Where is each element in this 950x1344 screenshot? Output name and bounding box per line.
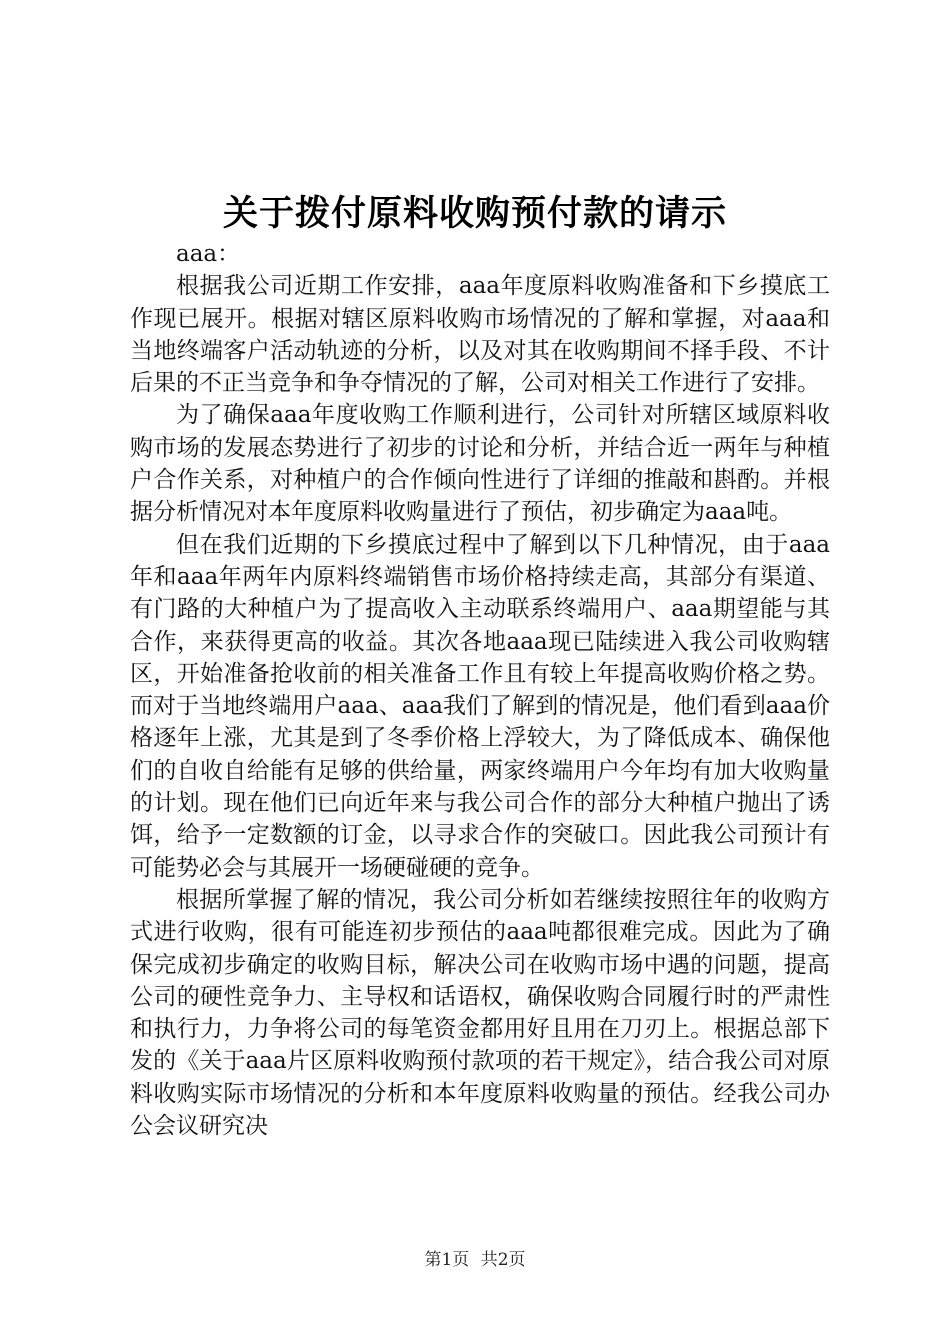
document-title: 关于拨付原料收购预付款的请示 bbox=[222, 193, 727, 234]
document-body bbox=[130, 238, 830, 1142]
salutation: aaa： bbox=[176, 241, 241, 267]
paragraph-3: 但在我们近期的下乡摸底过程中了解到以下几种情况，由于aaa年和aaa年两年内原料终端销售市场价格持续走高，其部分有渠道、有门路的大种植户为了提高收入主动联系终端用户、aaa期望能与其合作，来获得更高的收益。其次各地aaa现已陆续进入我公司收购辖区，开始准备抢收前的相关准备工作且有较上年提高收购价格之势。而对于当地终端用户aaa、aaa我们了解到的情况是，他们看到aaa价格逐年上涨，尤其是到了冬季价格上浮较大，为了降低成本、确保他们的自收自给能有足够的供给量，两家终端用户今年均有加大收购量的计划。现在他们已向近年来与我公司合作的部分大种植户抛出了诱饵，给予一定数额的订金，以寻求合作的突破口。因此我公司预计有可能势必会与其展开一场硬碰硬的竞争。 bbox=[130, 531, 830, 881]
paragraph-2: 为了确保aaa年度收购工作顺利进行，公司针对所辖区域原料收购市场的发展态势进行了初步的讨论和分析，并结合近一两年与种植户合作关系，对种植户的合作倾向性进行了详细的推敲和斟酌。并根据分析情况对本年度原料收购量进行了预估，初步确定为aaa吨。 bbox=[130, 402, 830, 526]
paragraph-1: 根据我公司近期工作安排，aaa年度原料收购准备和下乡摸底工作现已展开。根据对辖区原料收购市场情况的了解和掌握，对aaa和当地终端客户活动轨迹的分析，以及对其在收购期间不择手段、不计后果的不正当竞争和争夺情况的了解，公司对相关工作进行了安排。 bbox=[130, 273, 830, 397]
page-footer bbox=[0, 1245, 950, 1270]
page-total: 共2页 bbox=[480, 1250, 526, 1270]
paragraph-4: 根据所掌握了解的情况，我公司分析如若继续按照往年的收购方式进行收购，很有可能连初步预估的aaa吨都很难完成。因此为了确保完成初步确定的收购目标，解决公司在收购市场中遇的问题，提高公司的硬性竞争力、主导权和话语权，确保收购合同履行时的严肃性和执行力，力争将公司的每笔资金都用好且用在刀刃上。根据总部下发的《关于aaa片区原料收购预付款项的若干规定》，结合我公司对原料收购实际市场情况的分析和本年度原料收购量的预估。经我公司办公会议研究决 bbox=[130, 886, 830, 1140]
page-number: 第1页 bbox=[424, 1250, 470, 1270]
